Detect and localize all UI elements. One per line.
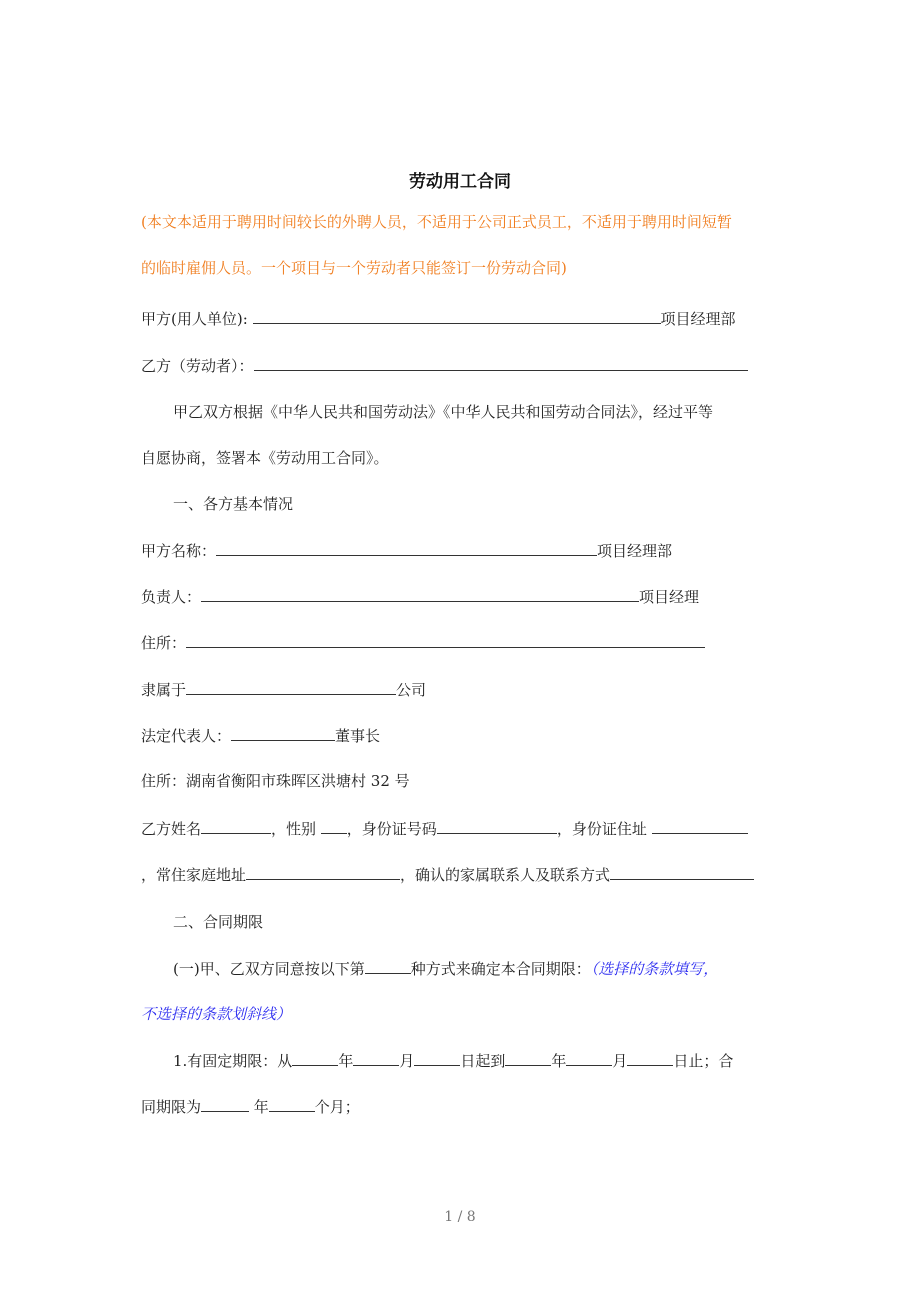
end-day-blank[interactable] [627,1050,673,1066]
document-title: 劳动用工合同 [409,172,511,192]
company-address: 住所：湖南省衡阳市珠晖区洪塘村 32 号 [141,772,410,790]
term-clause-row [173,958,718,979]
b-id-address-blank[interactable] [652,818,748,834]
affiliated-label: 隶属于 [141,681,187,699]
start-month-blank[interactable] [353,1050,399,1066]
party-b-info-row1 [141,818,748,839]
party-a-label: 甲方(用人单位): [141,310,248,328]
responsible-label: 负责人： [141,588,202,606]
legal-rep-suffix: 董事长 [335,727,381,745]
party-a-suffix: 项目经理部 [660,310,736,328]
intro-line1: 甲乙双方根据《中华人民共和国劳动法》《中华人民共和国劳动合同法》，经过平等 [173,403,714,421]
section1-heading: 一、各方基本情况 [173,495,294,513]
b-id-blank[interactable] [437,818,557,834]
b-contact-label: ，确认的家属联系人及联系方式 [400,866,611,884]
term-method-blank[interactable] [365,958,411,974]
affiliated-suffix: 公司 [396,681,427,699]
legal-rep-label: 法定代表人： [141,727,232,745]
legal-rep-row [141,725,380,746]
a-name-suffix: 项目经理部 [597,542,673,560]
start-year-blank[interactable] [292,1050,338,1066]
party-b-blank[interactable] [254,355,748,371]
fixed-term-prefix: 1.有固定期限：从 [173,1052,293,1070]
party-b-row [141,355,748,376]
term-length-prefix: 同期限为 [141,1098,202,1116]
day-to-label: 日止；合 [673,1052,734,1070]
b-contact-blank[interactable] [610,864,754,880]
responsible-row [141,586,699,607]
party-b-info-row2 [141,864,754,885]
legal-rep-blank[interactable] [231,725,335,741]
year-label: 年 [551,1052,567,1070]
fixed-term-row [173,1050,733,1071]
term-months-label: 个月； [314,1098,360,1116]
page-indicator: 1 / 8 [444,1209,476,1225]
term-clause-suffix: 种方式来确定本合同期限： [410,960,591,978]
term-hint2: 不选择的条款划斜线） [141,1005,292,1023]
term-year-label: 年 [249,1098,269,1116]
a-name-blank[interactable] [216,540,597,556]
a-name-label: 甲方名称： [141,542,217,560]
party-a-blank[interactable] [253,308,661,324]
usage-note-line2: 的临时雇佣人员。一个项目与一个劳动者只能签订一份劳动合同) [141,259,567,277]
b-name-blank[interactable] [201,818,271,834]
address-row [141,632,705,653]
term-length-row [141,1096,360,1117]
b-gender-label: ，性别 [271,820,321,838]
month-label: 月 [399,1052,415,1070]
intro-line2: 自愿协商，签署本《劳动用工合同》。 [141,449,389,467]
b-id-label: ，身份证号码 [346,820,437,838]
section2-heading: 二、合同期限 [173,913,264,931]
b-home-label: ，常住家庭地址 [141,866,247,884]
responsible-blank[interactable] [201,586,639,602]
affiliated-blank[interactable] [186,679,396,695]
address-blank[interactable] [186,632,705,648]
month-label: 月 [612,1052,628,1070]
b-name-label: 乙方姓名 [141,820,202,838]
term-hint1: （选择的条款填写， [590,960,719,978]
end-month-blank[interactable] [566,1050,612,1066]
end-year-blank[interactable] [505,1050,551,1066]
party-b-label: 乙方（劳动者）： [141,357,254,375]
start-day-blank[interactable] [414,1050,460,1066]
term-months-blank[interactable] [269,1096,315,1112]
usage-note-line1: (本文本适用于聘用时间较长的外聘人员，不适用于公司正式员工，不适用于聘用时间短暂 [141,213,732,231]
party-a-row [141,308,736,329]
b-home-blank[interactable] [246,864,400,880]
day-from-label: 日起到 [460,1052,506,1070]
responsible-suffix: 项目经理 [639,588,700,606]
term-years-blank[interactable] [201,1096,249,1112]
a-name-row [141,540,672,561]
address-label: 住所： [141,634,187,652]
b-gender-blank[interactable] [321,818,347,834]
term-clause-prefix: (一)甲、乙双方同意按以下第 [173,960,365,978]
year-label: 年 [338,1052,354,1070]
affiliated-row [141,679,426,700]
b-id-address-label: ，身份证住址 [556,820,652,838]
